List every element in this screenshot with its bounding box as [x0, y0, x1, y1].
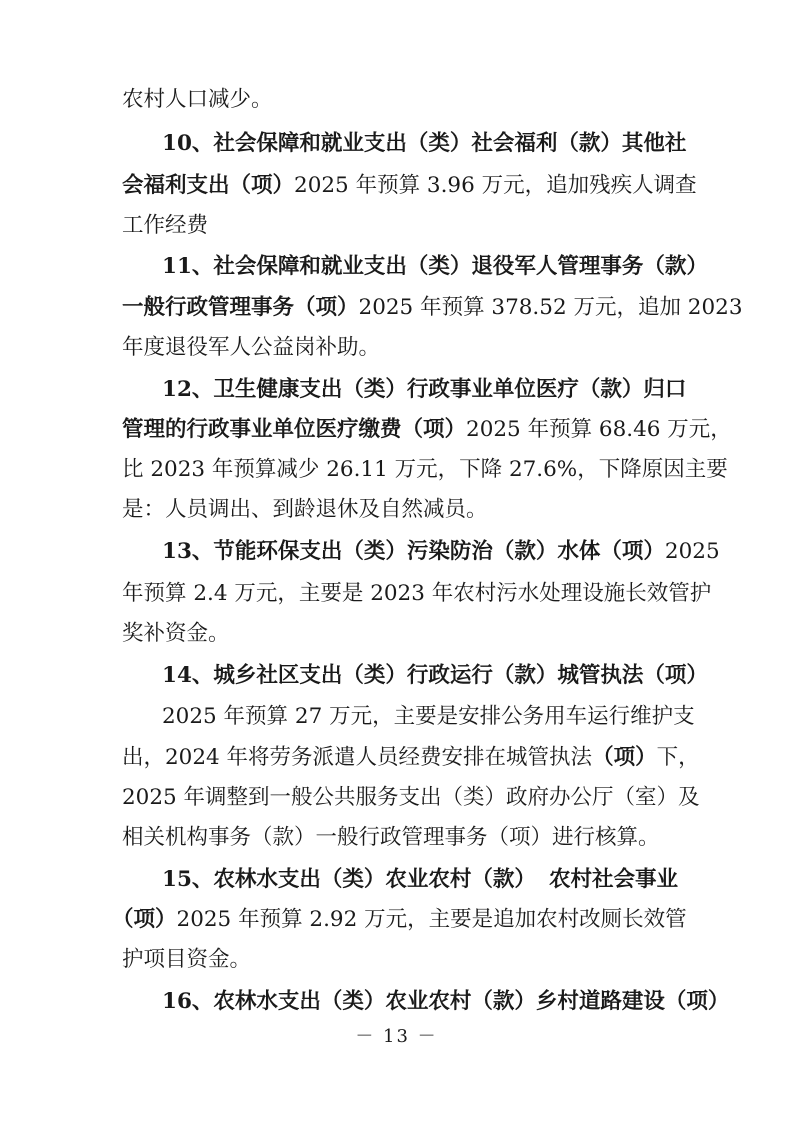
text-line-14: [122, 614, 678, 654]
paragraph-text: 年预算 2.4 万元，主要是 2023 年农村污水处理设施长效管护: [122, 581, 712, 606]
paragraph-text: 比 2023 年预算减少 26.11 万元，下降 27.6%，下降原因主要: [122, 457, 728, 482]
heading-continuation: 一般行政管理事务（项）: [122, 295, 359, 320]
heading-text: 16、农林水支出（类）农业农村（款）乡村道路建设（项）: [162, 989, 730, 1014]
text-line-4: [122, 206, 678, 246]
text-line-19: [122, 818, 678, 858]
paragraph-text: 农村人口减少。: [122, 87, 273, 112]
heading-10: [162, 124, 687, 164]
heading-13: [162, 532, 720, 572]
paragraph-text: 相关机构事务（款）一般行政管理事务（项）进行核算。: [122, 825, 660, 850]
text-line-17: [122, 738, 700, 778]
text-line-18: [122, 778, 700, 818]
heading-text: 12、卫生健康支出（类）行政事业单位医疗（款）归口: [162, 377, 687, 402]
heading-text: 13、节能环保支出（类）污染防治（款）水体（项）: [162, 539, 665, 564]
item-marker: （项）: [592, 745, 657, 770]
text-line-11: [122, 490, 678, 530]
paragraph-text: 年度退役军人公益岗补助。: [122, 335, 381, 360]
paragraph-text: 下，: [656, 745, 700, 770]
text-line-13: [122, 574, 712, 614]
paragraph-text: 2025 年预算 68.46 万元，: [466, 417, 732, 442]
paragraph-text: 工作经费: [122, 213, 209, 238]
heading-text: 14、城乡社区支出（类）行政运行（款）城管执法（项）: [162, 663, 708, 688]
heading-text: 15、农林水支出（类）农业农村（款）: [162, 867, 536, 892]
text-line-6: [122, 288, 743, 328]
paragraph-text: 奖补资金。: [122, 621, 230, 646]
text-line-3: [122, 166, 697, 206]
paragraph-text: 出，2024 年将劳务派遣人员经费安排在城管执法: [122, 745, 593, 770]
text-line-7: [122, 328, 678, 368]
heading-text: 10、社会保障和就业支出（类）社会福利（款）其他社: [162, 131, 687, 156]
text-line-1: [122, 80, 678, 120]
paragraph-text: 2025 年调整到一般公共服务支出（类）政府办公厅（室）及: [122, 785, 700, 810]
text-line-9: [122, 410, 732, 450]
paragraph-text: 护项目资金。: [122, 947, 252, 972]
heading-continuation: （项）: [112, 907, 177, 932]
paragraph-text: 2025 年预算 3.96 万元，追加残疾人调查: [294, 173, 697, 198]
paragraph-text: 2025 年预算 378.52 万元，追加 2023: [358, 295, 743, 320]
heading-text: 11、社会保障和就业支出（类）退役军人管理事务（款）: [162, 254, 708, 279]
paragraph-text: 2025 年预算 27 万元，主要是安排公务用车运行维护支: [162, 704, 695, 729]
heading-text: 农村社会事业: [548, 867, 678, 892]
text-line-10: [122, 450, 728, 490]
text-line-16: [162, 697, 695, 737]
text-line-22: [122, 940, 678, 980]
paragraph-text: 2025 年预算 2.92 万元，主要是追加农村改厕长效管: [176, 907, 687, 932]
paragraph-text: 2025: [664, 539, 720, 564]
heading-16: [162, 982, 730, 1022]
page-number: － 13 －: [355, 1026, 438, 1047]
text-line-21: [112, 900, 687, 940]
heading-continuation: 会福利支出（项）: [122, 173, 295, 198]
heading-12: [162, 370, 687, 410]
heading-14: [162, 656, 708, 696]
paragraph-text: 是：人员调出、到龄退休及自然减员。: [122, 497, 488, 522]
heading-15: [162, 860, 678, 900]
heading-continuation: 管理的行政事业单位医疗缴费（项）: [122, 417, 467, 442]
heading-11: [162, 247, 708, 287]
